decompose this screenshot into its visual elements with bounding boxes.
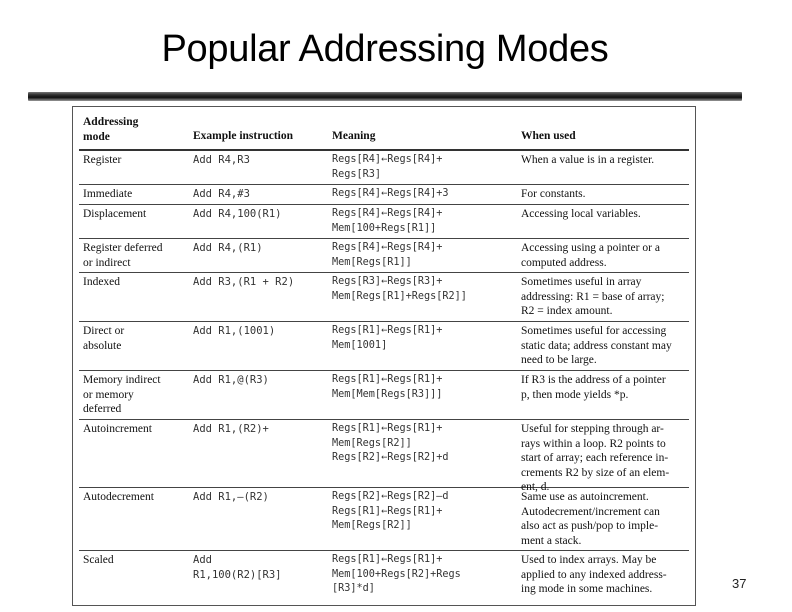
mode-cell: Indexed [83,276,121,288]
when-used-cell: Sometimes useful for accessing static data; address constant may need to be large. [521,325,672,366]
page-number: 37 [732,576,747,591]
mode-cell: Register [83,154,122,166]
meaning-cell: Regs[R4]←Regs[R4]+3 [332,188,449,199]
meaning-cell: Regs[R1]←Regs[R1]+ Mem[Mem[Regs[R3]]] [332,374,443,400]
meaning-cell: Regs[R4]←Regs[R4]+ Mem[100+Regs[R1]] [332,208,443,234]
when-used-cell: Same use as autoincrement. Autodecrement/increment can also act as push/pop to imple- ment a stack. [521,491,660,547]
table-row [79,185,689,205]
when-used-cell: Accessing using a pointer or a computed address. [521,242,660,269]
example-cell: Add R4,#3 [193,188,250,200]
when-used-cell: Used to index arrays. May be applied to any indexed address- ing mode in some machines. [521,554,667,595]
when-used-cell: If R3 is the address of a pointer p, then mode yields *p. [521,374,666,401]
when-used-cell: Sometimes useful in array addressing: R1 = base of array; R2 = index amount. [521,276,665,317]
when-used-cell: For constants. [521,188,586,200]
example-cell: Add R4,(R1) [193,242,263,254]
table-row [79,273,689,322]
header-example: Example instruction [193,130,293,142]
example-cell: Add R1,–(R2) [193,491,269,503]
example-cell: Add R1,(1001) [193,325,276,337]
meaning-cell: Regs[R4]←Regs[R4]+ Regs[R3] [332,154,443,180]
example-cell: Add R4,R3 [193,154,250,166]
meaning-cell: Regs[R1]←Regs[R1]+ Mem[1001] [332,325,443,351]
mode-cell: Scaled [83,554,114,566]
addressing-modes-table [72,106,696,606]
mode-cell: Memory indirect or memory deferred [83,374,161,415]
mode-cell: Direct or absolute [83,325,125,352]
example-cell: Add R1,100(R2)[R3] [193,554,282,581]
meaning-cell: Regs[R1]←Regs[R1]+ Mem[100+Regs[R2]+Regs [R3]*d] [332,554,461,594]
table-row [79,488,689,551]
mode-cell: Displacement [83,208,147,220]
table-row [79,205,689,239]
when-used-cell: Accessing local variables. [521,208,641,220]
meaning-cell: Regs[R3]←Regs[R3]+ Mem[Regs[R1]+Regs[R2]] [332,276,467,302]
when-used-cell: When a value is in a register. [521,154,655,166]
table-row [79,151,689,185]
meaning-cell: Regs[R2]←Regs[R2]–d Regs[R1]←Regs[R1]+ Mem[Regs[R2]] [332,491,449,531]
table-row [79,551,689,603]
meaning-cell: Regs[R4]←Regs[R4]+ Mem[Regs[R1]] [332,242,443,268]
example-cell: Add R1,(R2)+ [193,423,269,435]
header-mode: Addressing mode [83,116,139,143]
mode-cell: Autoincrement [83,423,152,435]
title-divider [28,92,742,101]
example-cell: Add R1,@(R3) [193,374,269,386]
header-meaning: Meaning [332,130,376,142]
table-body [79,113,689,603]
example-cell: Add R3,(R1 + R2) [193,276,295,288]
table-row [79,239,689,273]
slide-title: Popular Addressing Modes [161,28,609,70]
when-used-cell: Useful for stepping through ar- rays within a loop. R2 points to start of array; each reference in- crements R2 by size of an elem- ent, d. [521,423,670,493]
mode-cell: Immediate [83,188,133,200]
table-row [79,371,689,420]
table-row [79,322,689,371]
mode-cell: Autodecrement [83,491,154,503]
meaning-cell: Regs[R1]←Regs[R1]+ Mem[Regs[R2]] Regs[R2]←Regs[R2]+d [332,423,449,463]
mode-cell: Register deferred or indirect [83,242,163,269]
table-row [79,420,689,493]
table-header-row [79,113,689,151]
example-cell: Add R4,100(R1) [193,208,282,220]
header-when-used: When used [521,130,576,142]
